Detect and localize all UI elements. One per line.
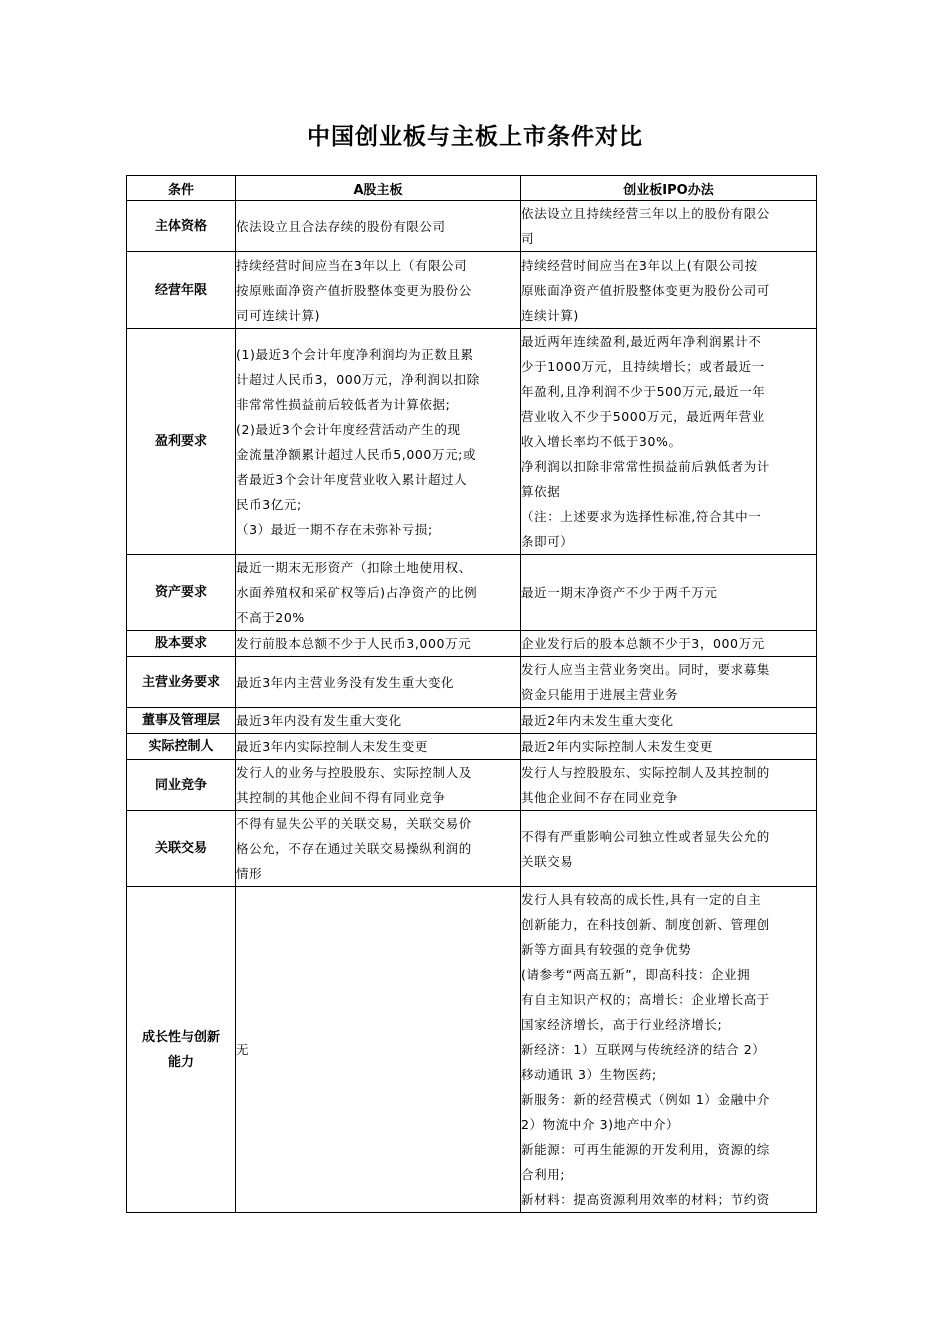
text-line: 按原账面净资产值折股整体变更为股份公 (236, 282, 472, 298)
text-line: 条即可） (521, 534, 574, 549)
text-line: 发行人具有较高的成长性,具有一定的自主 (521, 892, 762, 907)
text-line: 其他企业间不存在同业竞争 (521, 790, 679, 805)
text-line: 者最近3个会计年度营业收入累计超过人 (236, 471, 468, 487)
main-board-cell (236, 555, 521, 631)
main-board-cell (236, 760, 521, 811)
text-line: 持续经营时间应当在3年以上(有限公司按 (521, 257, 758, 273)
main-board-cell (236, 252, 521, 329)
text-line: 董事及管理层 (141, 713, 220, 728)
text-line: 企业发行后的股本总额不少于3，000万元 (521, 636, 765, 651)
row-label (127, 734, 236, 760)
text-line: 最近3年内实际控制人未发生变更 (236, 739, 428, 754)
gem-board-cell (521, 811, 817, 887)
text-line: 新材料：提高资源利用效率的材料；节约资 (521, 1192, 770, 1207)
gem-board-cell (521, 760, 817, 811)
text-line: 不高于20% (236, 610, 305, 625)
text-line: 其控制的其他企业间不得有同业竞争 (236, 790, 446, 805)
header-row (127, 176, 817, 201)
text-line: 能力 (167, 1054, 194, 1070)
text-line: 收入增长率均不低于30%。 (521, 434, 682, 449)
text-line: 创新能力，在科技创新、制度创新、管理创 (521, 917, 770, 932)
text-line: 同业竞争 (154, 777, 207, 793)
text-line: 发行人应当主营业务突出。同时，要求募集 (521, 662, 770, 677)
text-line: 实际控制人 (148, 739, 214, 754)
text-line: 成长性与创新 (141, 1029, 220, 1045)
text-line: （3）最近一期不存在未弥补亏损; (236, 521, 433, 537)
table-row-asset-requirement (127, 555, 817, 631)
text-line: 情形 (236, 866, 263, 881)
main-board-cell (236, 887, 521, 1213)
table-row-competition (127, 760, 817, 811)
row-label (127, 708, 236, 734)
text-line: 主体资格 (154, 218, 207, 234)
gem-board-cell (521, 252, 817, 329)
table-row-actual-controller (127, 734, 817, 760)
row-label (127, 657, 236, 708)
row-label (127, 760, 236, 811)
text-line: 不得有严重影响公司独立性或者显失公允的 (521, 828, 770, 844)
text-line: 司 (521, 231, 535, 246)
table-row-share-capital (127, 631, 817, 657)
table-row-growth-innovation (127, 887, 817, 1213)
table-row-operating-years (127, 252, 817, 329)
text-line: 依法设立且持续经营三年以上的股份有限公 (521, 206, 770, 221)
text-line: 年盈利,且净利润不少于500万元,最近一年 (521, 384, 766, 399)
gem-board-cell (521, 555, 817, 631)
text-line: 资金只能用于进展主营业务 (521, 687, 679, 702)
text-line: 最近一期末净资产不少于两千万元 (521, 585, 718, 600)
text-line: 资产要求 (154, 585, 207, 600)
text-line: 有自主知识产权的；高增长：企业增长高于 (521, 992, 770, 1007)
text-line: 新等方面具有较强的竞争优势 (521, 942, 692, 957)
main-board-cell (236, 631, 521, 657)
text-line: 金流量净额累计超过人民币5,000万元;或 (236, 446, 477, 462)
text-line: 依法设立且合法存续的股份有限公司 (236, 218, 446, 234)
text-line: 算依据 (521, 484, 561, 499)
text-line: 少于1000万元，且持续增长；或者最近一 (521, 359, 765, 374)
text-line: (2)最近3个会计年度经营活动产生的现 (236, 421, 461, 437)
text-line: 合利用; (521, 1167, 566, 1182)
row-label (127, 887, 236, 1213)
table-row-directors-management (127, 708, 817, 734)
row-label (127, 631, 236, 657)
header-gem-board: 创业板IPO办法 (521, 176, 817, 201)
text-line: 盈利要求 (154, 434, 207, 449)
gem-board-cell (521, 657, 817, 708)
text-line: 新经济：1）互联网与传统经济的结合 2） (521, 1042, 766, 1057)
text-line: 非常常性损益前后较低者为计算依据; (236, 396, 451, 412)
page-title: 中国创业板与主板上市条件对比 (307, 124, 643, 150)
gem-board-cell (521, 329, 817, 555)
text-line: 原账面净资产值折股整体变更为股份公司可 (521, 282, 770, 298)
text-line: 经营年限 (154, 282, 207, 298)
text-line: 不得有显失公平的关联交易，关联交易价 (236, 816, 472, 831)
table-row-main-business (127, 657, 817, 708)
gem-board-cell (521, 201, 817, 252)
text-line: 水面养殖权和采矿权等后)占净资产的比例 (236, 585, 478, 600)
text-line: （注：上述要求为选择性标准,符合其中一 (521, 509, 762, 524)
text-line: 营业收入不少于5000万元，最近两年营业 (521, 409, 765, 424)
text-line: (请参考“两高五新”，即高科技：企业拥 (521, 967, 751, 982)
text-line: 持续经营时间应当在3年以上（有限公司 (236, 257, 468, 273)
table-row-related-transactions (127, 811, 817, 887)
text-line: 司可连续计算) (236, 307, 321, 323)
gem-board-cell (521, 734, 817, 760)
text-line: 主营业务要求 (141, 674, 220, 690)
gem-board-cell (521, 631, 817, 657)
text-line: (1)最近3个会计年度净利润均为正数且累 (236, 346, 474, 362)
row-label (127, 555, 236, 631)
gem-board-cell (521, 708, 817, 734)
table-row-subject-qualification (127, 201, 817, 252)
text-line: 最近3年内没有发生重大变化 (236, 713, 402, 728)
comparison-table (126, 175, 817, 1213)
text-line: 关联交易 (154, 841, 207, 856)
text-line: 发行人与控股股东、实际控制人及其控制的 (521, 765, 770, 780)
main-board-cell (236, 657, 521, 708)
text-line: 最近2年内未发生重大变化 (521, 713, 674, 728)
text-line: 连续计算) (521, 307, 579, 323)
text-line: 移动通讯 3）生物医药; (521, 1067, 657, 1082)
text-line: 新服务：新的经营模式（例如 1）金融中介 (521, 1092, 770, 1107)
text-line: 计超过人民币3，000万元，净利润以扣除 (236, 371, 480, 387)
gem-board-cell (521, 887, 817, 1213)
text-line: 最近3年内主营业务没有发生重大变化 (236, 674, 455, 690)
row-label (127, 201, 236, 252)
main-board-cell (236, 708, 521, 734)
main-board-cell (236, 329, 521, 555)
row-label (127, 811, 236, 887)
main-board-cell (236, 201, 521, 252)
text-line: 2）物流中介 3)地产中介） (521, 1117, 680, 1132)
text-line: 最近两年连续盈利,最近两年净利润累计不 (521, 334, 762, 349)
text-line: 新能源：可再生能源的开发利用，资源的综 (521, 1142, 770, 1157)
row-label (127, 252, 236, 329)
text-line: 发行前股本总额不少于人民币3,000万元 (236, 636, 472, 651)
text-line: 民币3亿元; (236, 496, 302, 512)
text-line: 关联交易 (521, 853, 574, 869)
main-board-cell (236, 811, 521, 887)
text-line: 净利润以扣除非常常性损益前后孰低者为计 (521, 459, 770, 474)
text-line: 国家经济增长，高于行业经济增长; (521, 1017, 723, 1032)
text-line: 发行人的业务与控股股东、实际控制人及 (236, 765, 472, 780)
text-line: 股本要求 (154, 636, 207, 651)
header-condition: 条件 (127, 176, 236, 201)
text-line: 最近2年内实际控制人未发生变更 (521, 739, 713, 754)
text-line: 最近一期末无形资产（扣除土地使用权、 (236, 560, 472, 575)
table-row-profit-requirement (127, 329, 817, 555)
text-line: 无 (236, 1042, 250, 1057)
header-main-board: A股主板 (236, 176, 521, 201)
text-line: 格公允，不存在通过关联交易操纵利润的 (236, 841, 472, 856)
row-label (127, 329, 236, 555)
main-board-cell (236, 734, 521, 760)
